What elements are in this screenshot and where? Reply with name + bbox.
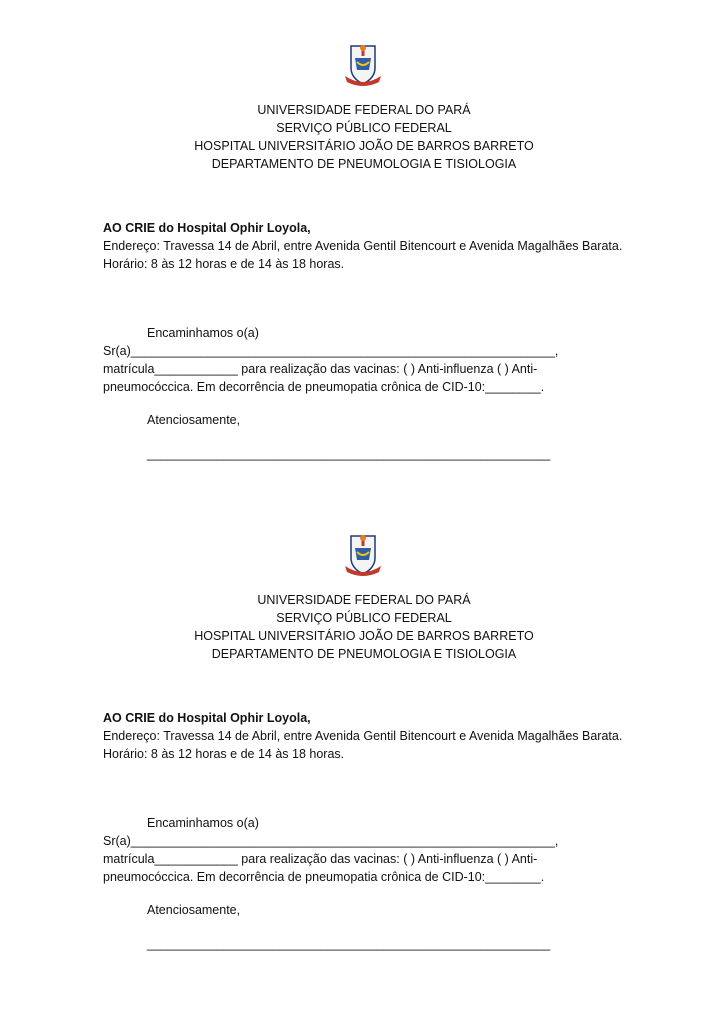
address-block: [103, 219, 622, 273]
header-university: UNIVERSIDADE FEDERAL DO PARÁ: [257, 103, 471, 117]
matricula-vaccines-field[interactable]: matrícula____________ para realização das vacinas: ( ) Anti-influenza ( ) Anti-: [103, 362, 538, 376]
recipient: AO CRIE do Hospital Ophir Loyola,: [103, 221, 311, 235]
header-hospital: HOSPITAL UNIVERSITÁRIO JOÃO DE BARROS BARRETO: [194, 139, 534, 153]
street-address: Endereço: Travessa 14 de Abril, entre Avenida Gentil Bitencourt e Avenida Magalhães Barata.: [103, 239, 623, 253]
institution-header: [0, 101, 728, 173]
header-service: SERVIÇO PÚBLICO FEDERAL: [276, 611, 452, 625]
closing: Atenciosamente,: [147, 413, 241, 427]
matricula-vaccines-field[interactable]: matrícula____________ para realização das vacinas: ( ) Anti-influenza ( ) Anti-: [103, 852, 538, 866]
institution-header: [0, 591, 728, 663]
opening-hours: Horário: 8 às 12 horas e de 14 às 18 horas.: [103, 257, 345, 271]
referral-form-1: [0, 0, 728, 500]
letter-body: [103, 324, 558, 463]
cid-field[interactable]: pneumocóccica. Em decorrência de pneumopatia crônica de CID-10:________.: [103, 380, 545, 394]
cid-field[interactable]: pneumocóccica. Em decorrência de pneumopatia crônica de CID-10:________.: [103, 870, 545, 884]
recipient: AO CRIE do Hospital Ophir Loyola,: [103, 711, 311, 725]
street-address: Endereço: Travessa 14 de Abril, entre Avenida Gentil Bitencourt e Avenida Magalhães Barata.: [103, 729, 623, 743]
opening-hours: Horário: 8 às 12 horas e de 14 às 18 horas.: [103, 747, 345, 761]
header-service: SERVIÇO PÚBLICO FEDERAL: [276, 121, 452, 135]
header-university: UNIVERSIDADE FEDERAL DO PARÁ: [257, 593, 471, 607]
address-block: [103, 709, 622, 763]
university-crest-icon: [343, 42, 383, 88]
university-crest-icon: [343, 532, 383, 578]
referral-form-2: [0, 490, 728, 990]
signature-line[interactable]: __________________________________________________________: [147, 937, 551, 951]
opening-line: Encaminhamos o(a): [147, 326, 259, 340]
closing: Atenciosamente,: [147, 903, 241, 917]
opening-line: Encaminhamos o(a): [147, 816, 259, 830]
header-department: DEPARTAMENTO DE PNEUMOLOGIA E TISIOLOGIA: [211, 157, 517, 171]
header-hospital: HOSPITAL UNIVERSITÁRIO JOÃO DE BARROS BARRETO: [194, 629, 534, 643]
patient-name-field[interactable]: Sr(a)_____________________________________________________________,: [103, 834, 559, 848]
header-department: DEPARTAMENTO DE PNEUMOLOGIA E TISIOLOGIA: [211, 647, 517, 661]
patient-name-field[interactable]: Sr(a)_____________________________________________________________,: [103, 344, 559, 358]
letter-body: [103, 814, 558, 953]
signature-line[interactable]: __________________________________________________________: [147, 447, 551, 461]
